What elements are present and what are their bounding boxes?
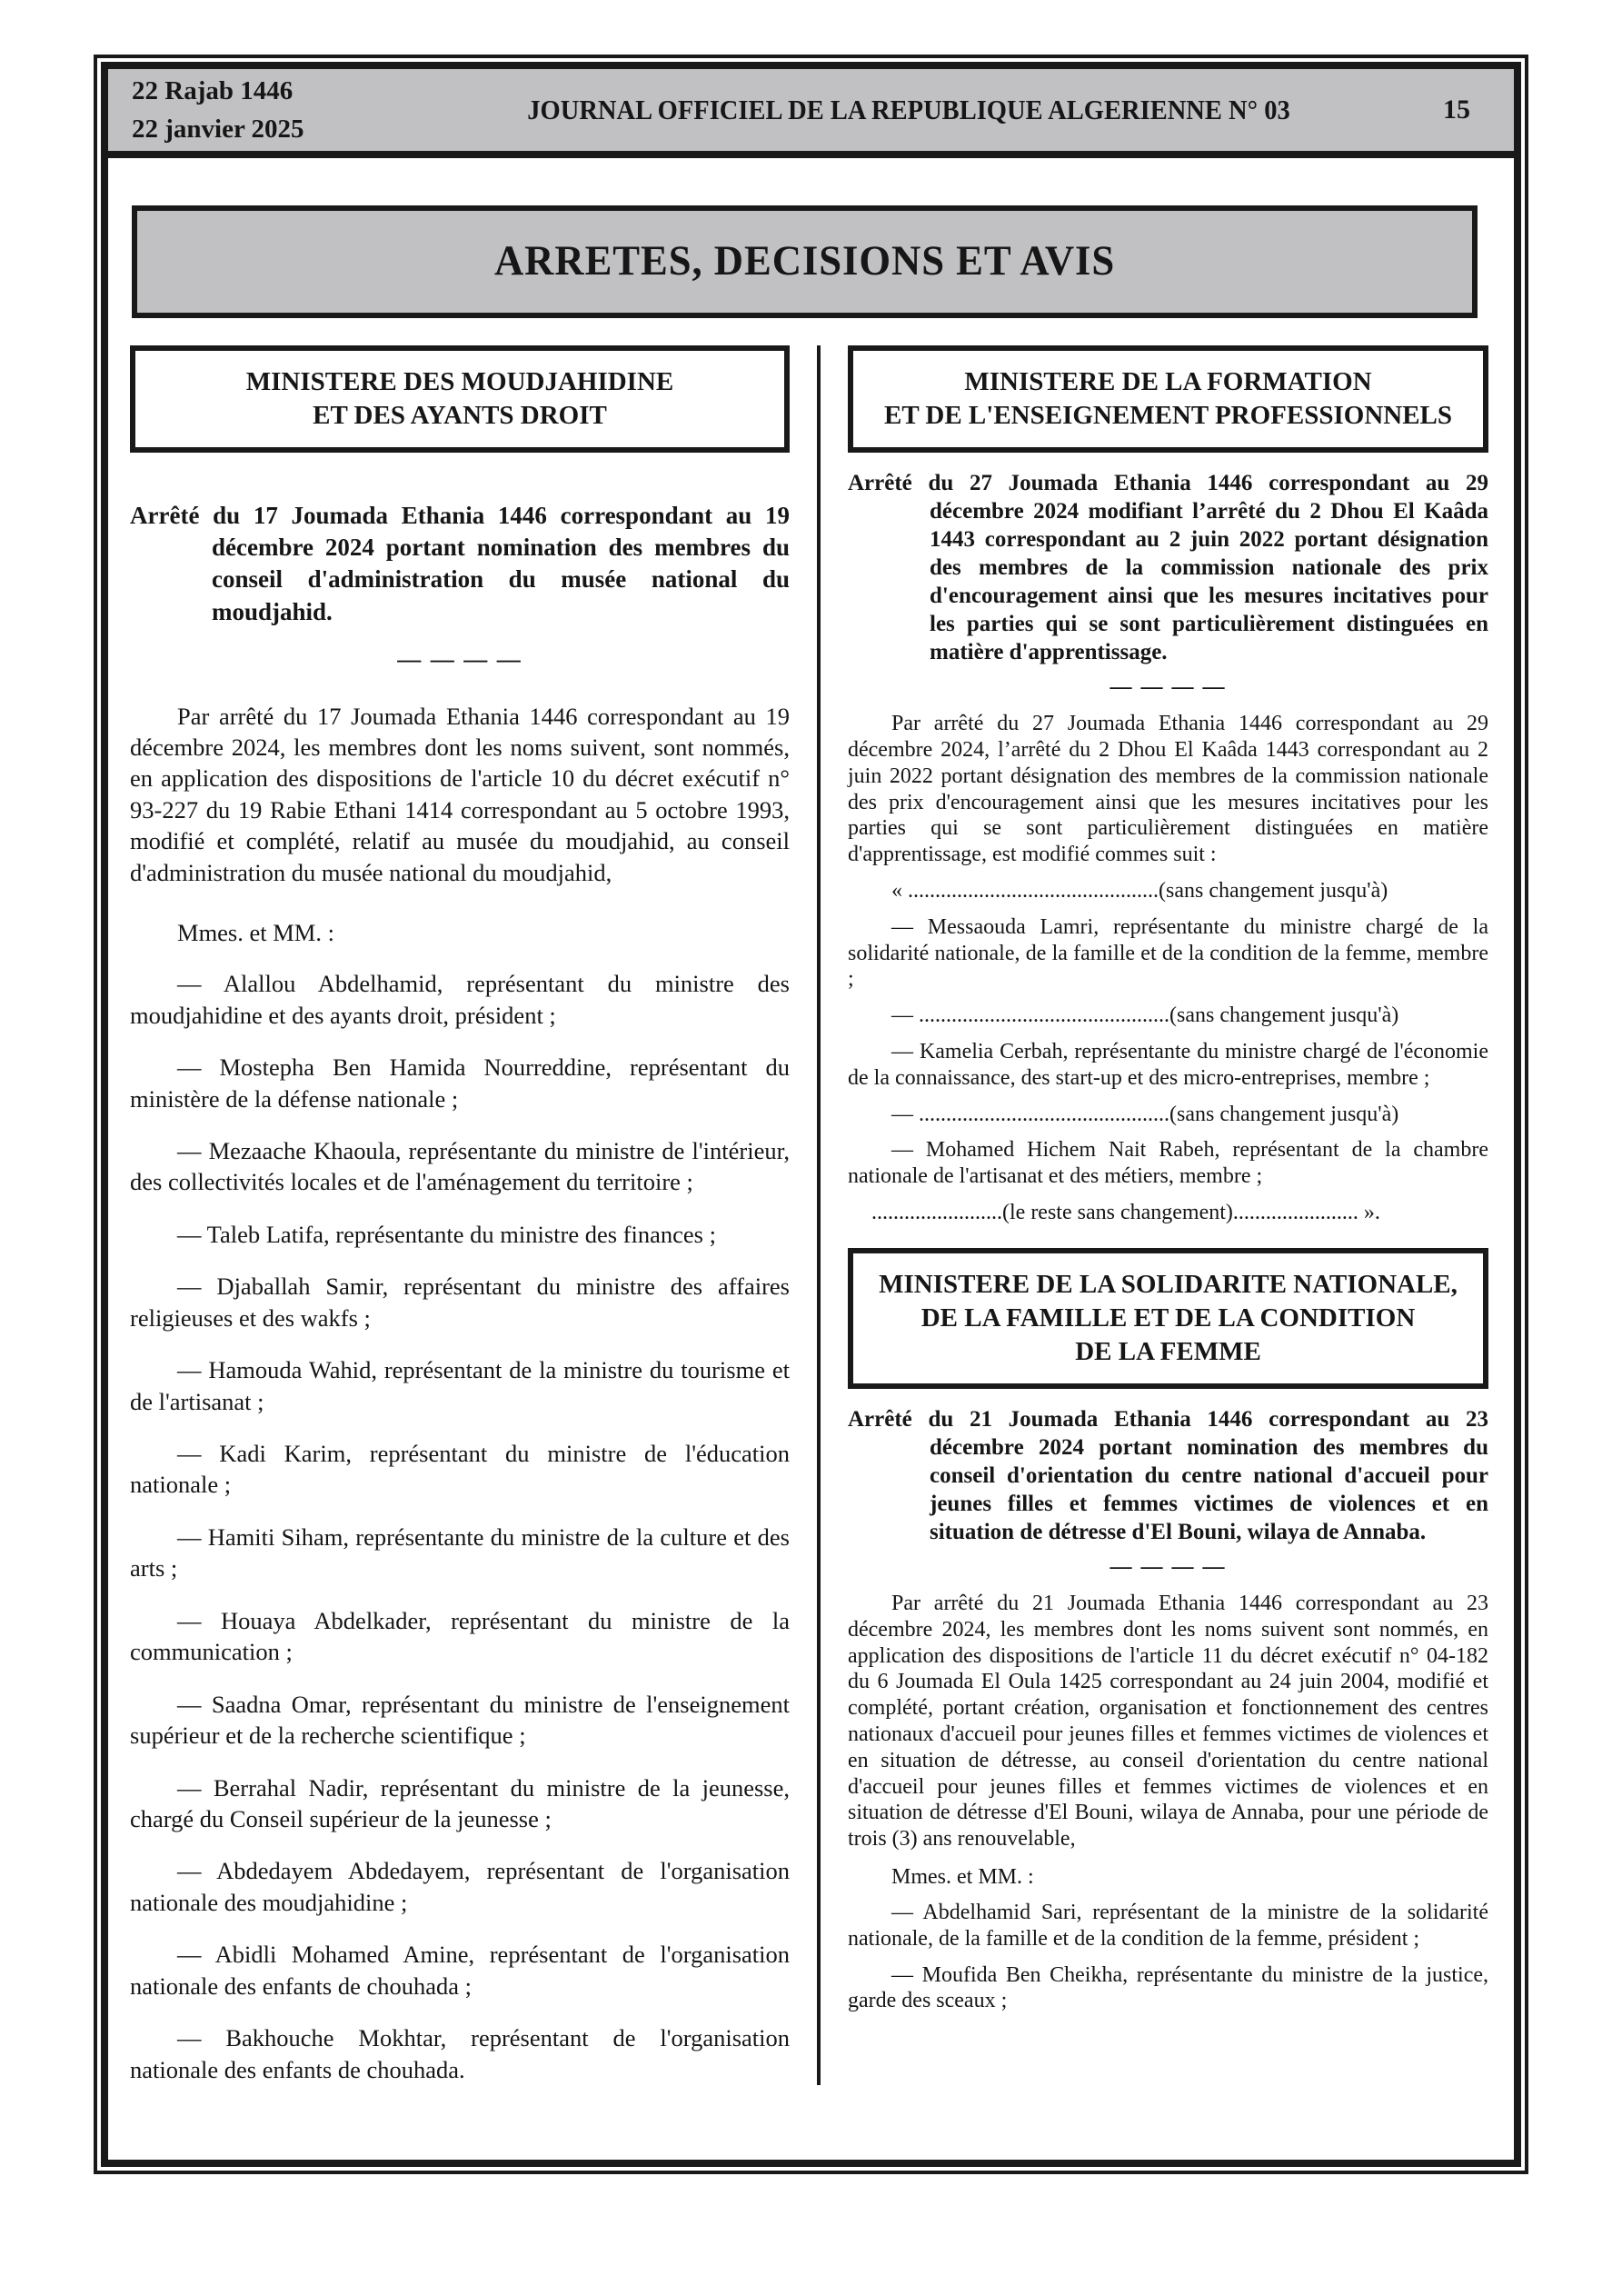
member-item: — Moufida Ben Cheikha, représentante du ministre de la justice, garde des sceaux ; (848, 1962, 1488, 2013)
section-banner (132, 205, 1478, 318)
member-item: — Abdedayem Abdedayem, représentant de l'organisation nationale des moudjahidine ; (130, 1857, 790, 1916)
member-item: — Abidli Mohamed Amine, représentant de l'organisation nationale des enfants de chouhada ; (130, 1941, 790, 2000)
decree-title: Arrêté du 21 Joumada Ethania 1446 correspondant au 23 décembre 2024 portant nomination des membres du conseil d'orientation du centre national d'accueil pour jeunes filles et femmes victimes de violences et en situation de détresse d'El Bouni, wilaya de Annaba. (848, 1407, 1488, 1545)
ministry-box-line: ET DES AYANTS DROIT (313, 401, 607, 431)
member-item: — Messaouda Lamri, représentante du ministre chargé de la solidarité nationale, de la famille et de la condition de la femme, membre ; (848, 914, 1488, 992)
two-column-layout (126, 345, 1488, 2085)
ministry-box-line: DE LA FAMILLE ET DE LA CONDITION (920, 1303, 1416, 1333)
banner-title: ARRETES, DECISIONS ET AVIS (493, 237, 1116, 285)
ministry-box-line: ET DE L'ENSEIGNEMENT PROFESSIONNELS (883, 401, 1453, 431)
page-body (108, 158, 1514, 2160)
ministry-box-line: MINISTERE DE LA FORMATION (964, 367, 1372, 396)
header-band (108, 69, 1514, 158)
separator-dashes: — — — — (397, 645, 522, 673)
intro-paragraph: Par arrêté du 17 Joumada Ethania 1446 correspondant au 19 décembre 2024, les membres dont les noms suivent, sont nommés, en application des dispositions de l'article 10 du décret exécutif n° 93-227 du 19 Rabie Ethani 1414 correspondant au 5 octobre 1993, modifié et complété, relatif au musée du moudjahid, au conseil d'administration du musée national du moudjahid, (130, 702, 790, 886)
ministry-box-solidarite (848, 1248, 1488, 1389)
separator-dashes: — — — — (1110, 1555, 1227, 1580)
ministry-box-line: DE LA FEMME (1075, 1336, 1261, 1366)
separator-dashes: — — — — (1110, 675, 1227, 700)
change-line: « ..............................................(sans changement jusqu'à) (891, 879, 1388, 903)
member-item: — Bakhouche Mokhtar, représentant de l'organisation nationale des enfants de chouhada. (130, 2024, 790, 2083)
date-hijri: 22 Rajab 1446 (132, 75, 294, 105)
intro-paragraph: Par arrêté du 21 Joumada Ethania 1446 correspondant au 23 décembre 2024, les membres dont les noms suivent sont nommés, en application des dispositions de l'article 11 du décret exécutif n° 04-182 du 6 Joumada El Oula 1425 correspondant au 24 juin 2004, modifié et complété, portant création, organisation et fonctionnement des centres nationaux d'accueil pour jeunes filles et femmes victimes de violences et en situation de détresse, au conseil d'orientation du centre national d'accueil pour jeunes filles et femmes victimes de violences et en situation de détresse d'El Bouni, wilaya de Annaba, pour une période de trois (3) ans renouvelable, (848, 1592, 1488, 1852)
salutation: Mmes. et MM. : (891, 1865, 1034, 1890)
ministry-box-moudjahidine (130, 345, 790, 453)
member-item: — Alallou Abdelhamid, représentant du ministre des moudjahidine et des ayants droit, président ; (130, 970, 790, 1029)
member-item: — Houaya Abdelkader, représentant du ministre de la communication ; (130, 1606, 790, 1666)
intro-paragraph: Par arrêté du 27 Joumada Ethania 1446 correspondant au 29 décembre 2024, l’arrêté du 2 Dhou El Kaâda 1443 correspondant au 2 juin 2022 portant désignation des membres de la commission nationale des prix d'encouragement ainsi que les mesures incitatives pour les parties qui se sont particulièrement distinguées en matière d'apprentissage, est modifié commes suit : (848, 712, 1488, 867)
right-column (848, 345, 1488, 2085)
member-item: — Kamelia Cerbah, représentante du ministre chargé de l'économie de la connaissance, des start-up et des micro-entreprises, membre ; (848, 1039, 1488, 1090)
ministry-box-line: MINISTERE DE LA SOLIDARITE NATIONALE, (879, 1269, 1458, 1299)
date-gregorian: 22 janvier 2025 (132, 115, 304, 144)
member-item: — Taleb Latifa, représentante du ministre des finances ; (177, 1220, 716, 1248)
change-line: — ..............................................(sans changement jusqu'à) (891, 1003, 1399, 1028)
member-item: — Saadna Omar, représentant du ministre de l'enseignement supérieur et de la recherche scientifique ; (130, 1690, 790, 1750)
ministry-box-line: MINISTERE DES MOUDJAHIDINE (245, 367, 674, 396)
change-line: — ..............................................(sans changement jusqu'à) (891, 1102, 1399, 1126)
member-item: — Abdelhamid Sari, représentant de la ministre de la solidarité nationale, de la famille et de la condition de la femme, président ; (848, 1901, 1488, 1951)
journal-title: JOURNAL OFFICIEL DE LA REPUBLIQUE ALGERIENNE N° 03 (527, 94, 1290, 125)
salutation: Mmes. et MM. : (177, 919, 334, 947)
page-frame-inner (101, 62, 1521, 2167)
ministry-box-formation (848, 345, 1488, 453)
member-item: — Mostepha Ben Hamida Nourreddine, représentant du ministère de la défense nationale ; (130, 1053, 790, 1113)
decree-title: Arrêté du 17 Joumada Ethania 1446 correspondant au 19 décembre 2024 portant nomination des membres du conseil d'administration du musée national du moudjahid. (130, 502, 790, 625)
member-item: — Kadi Karim, représentant du ministre de l'éducation nationale ; (130, 1440, 790, 1499)
member-item: — Hamiti Siham, représentante du ministre de la culture et des arts ; (130, 1522, 790, 1582)
member-item: — Mezaache Khaoula, représentante du ministre de l'intérieur, des collectivités locales et de l'aménagement du territoire ; (130, 1136, 790, 1196)
page-frame (94, 55, 1528, 2174)
header-dates (108, 72, 422, 148)
member-item: — Berrahal Nadir, représentant du ministre de la jeunesse, chargé du Conseil supérieur de la jeunesse ; (130, 1773, 790, 1832)
decree-title: Arrêté du 27 Joumada Ethania 1446 correspondant au 29 décembre 2024 modifiant l’arrêté du 2 Dhou El Kaâda 1443 correspondant au 2 juin 2022 portant désignation des membres de la commission nationale des prix d'encouragement ainsi que les mesures incitatives pour les parties qui se sont particulièrement distinguées en matière d'apprentissage. (848, 471, 1488, 665)
column-divider (817, 345, 821, 2085)
closing-line: ........................(le reste sans changement)....................... ». (871, 1200, 1380, 1224)
page-number: 15 (1443, 95, 1470, 125)
member-item: — Hamouda Wahid, représentant de la ministre du tourisme et de l'artisanat ; (130, 1356, 790, 1415)
member-item: — Djaballah Samir, représentant du ministre des affaires religieuses et des wakfs ; (130, 1273, 790, 1332)
left-column (130, 345, 790, 2085)
member-item: — Mohamed Hichem Nait Rabeh, représentant de la chambre nationale de l'artisanat et des métiers, membre ; (848, 1138, 1488, 1189)
